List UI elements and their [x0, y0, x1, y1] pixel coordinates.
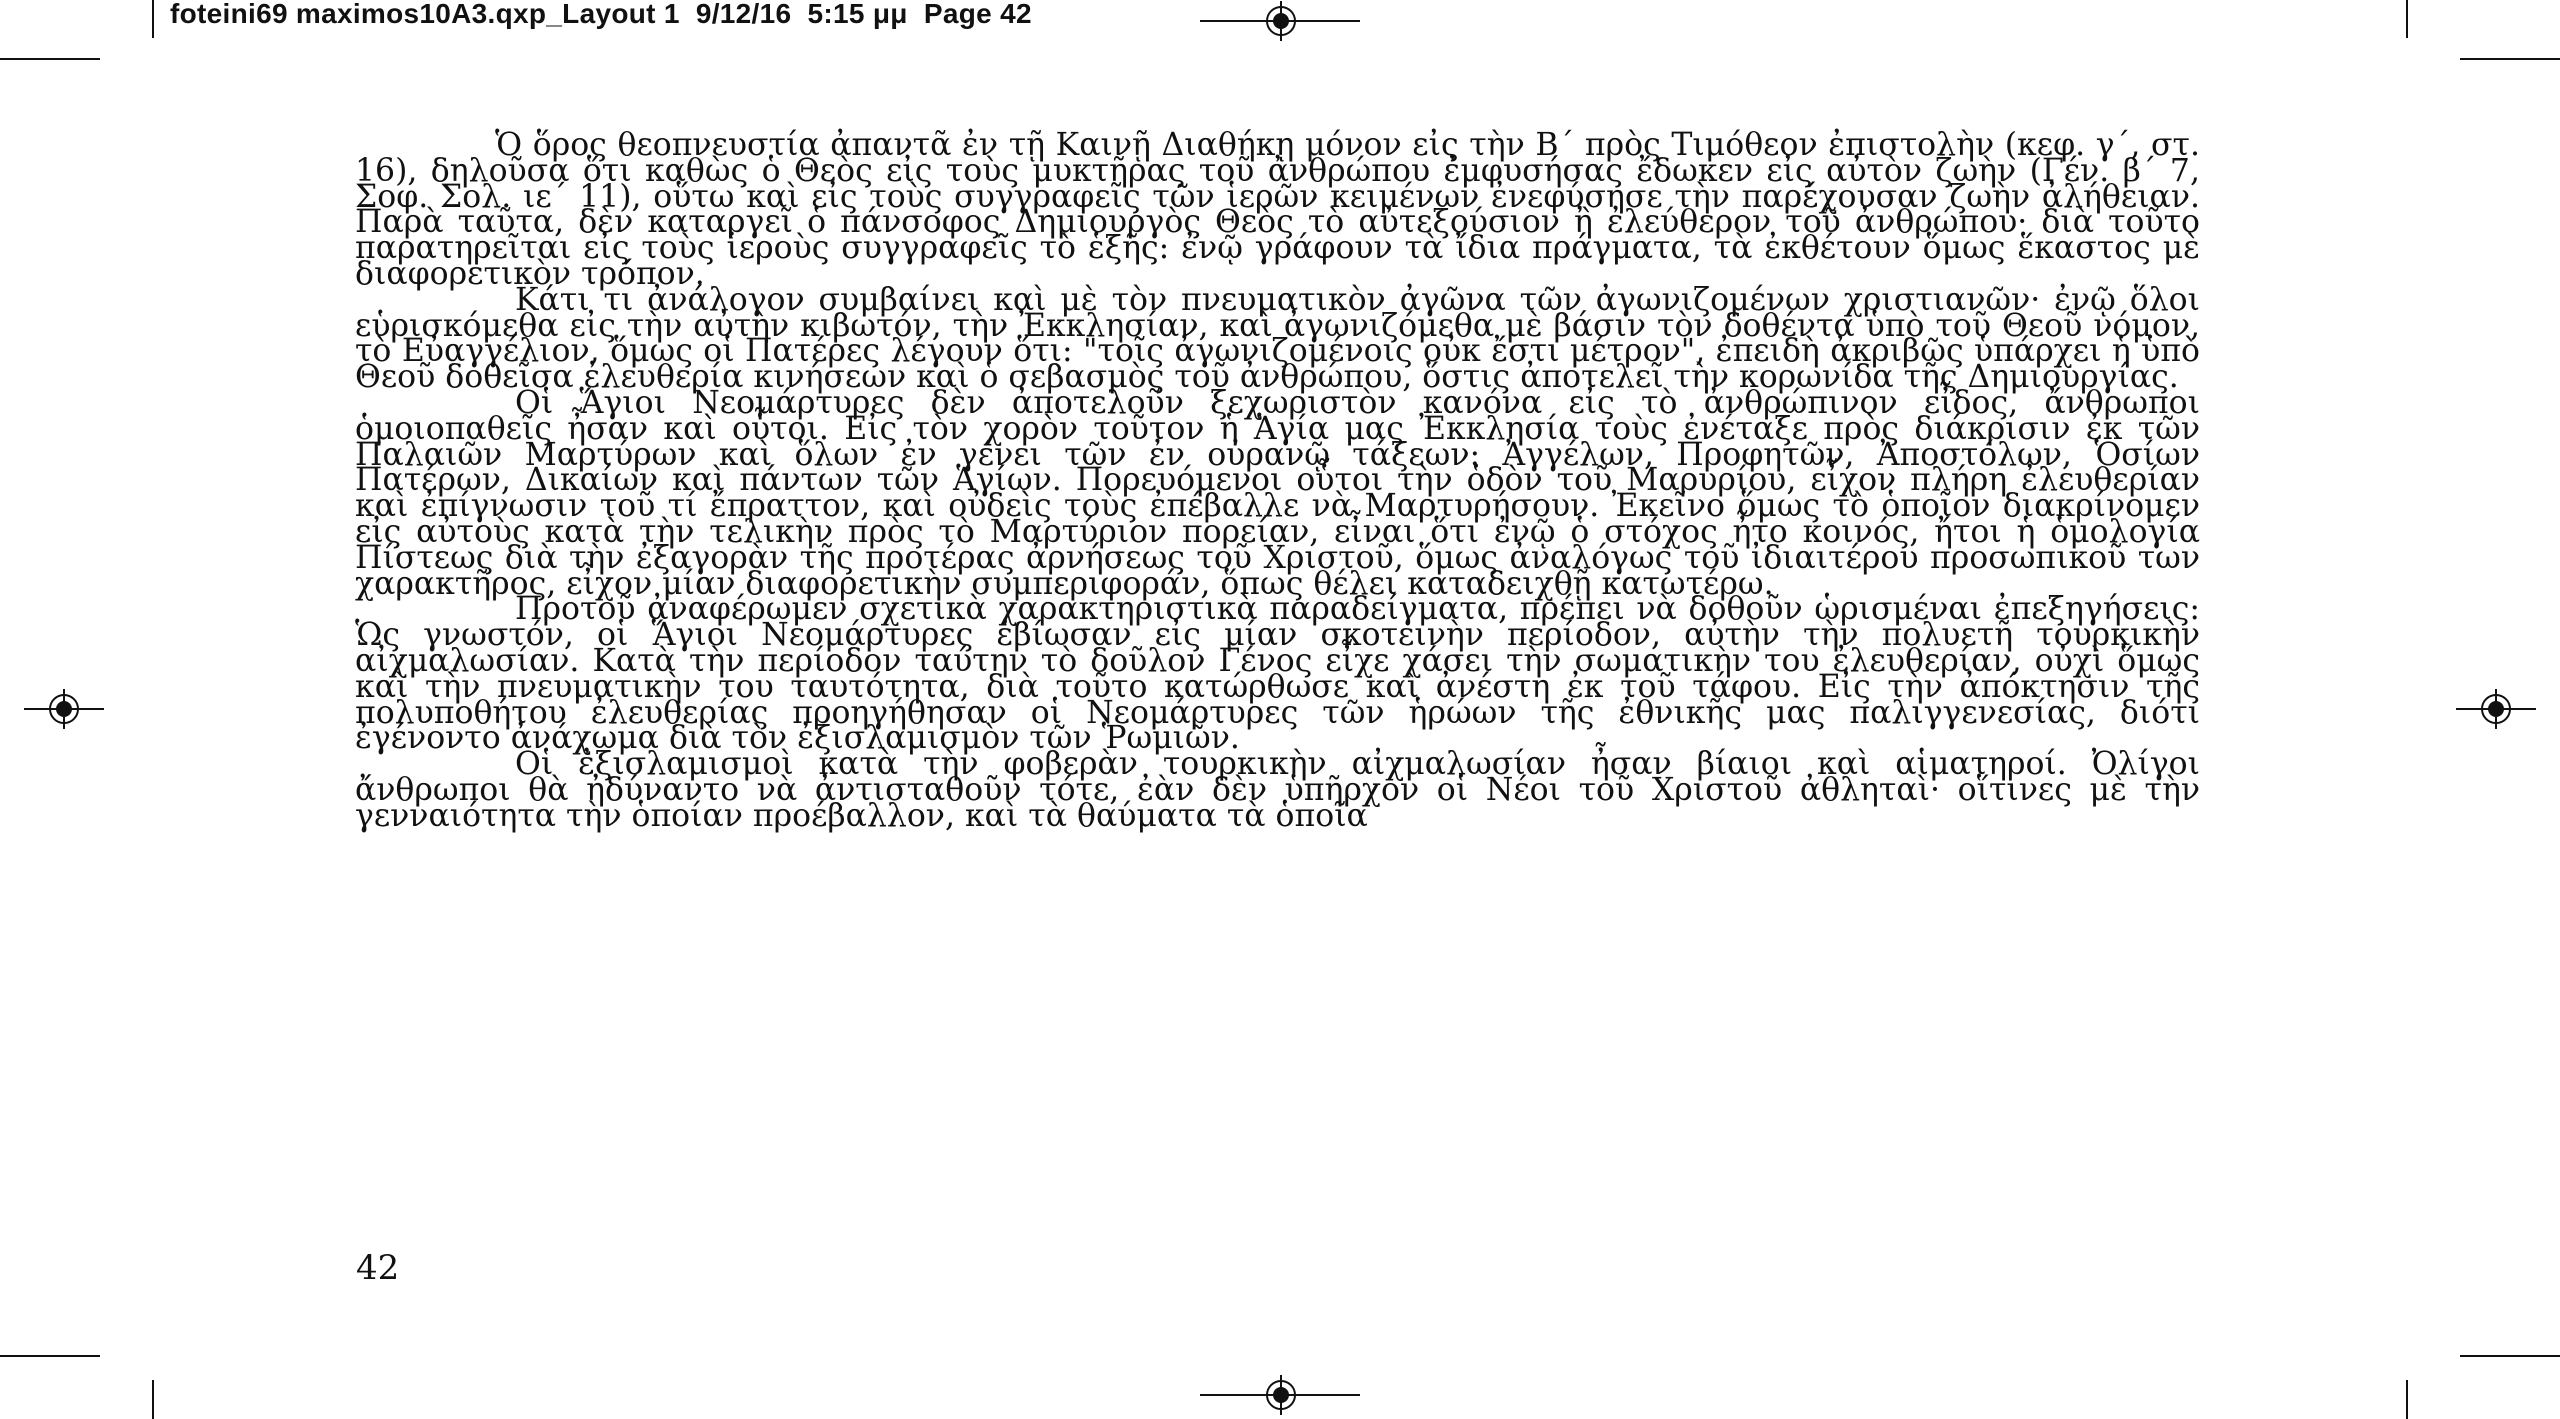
- registration-mark-icon: [44, 689, 84, 729]
- registration-mark-icon: [2476, 689, 2516, 729]
- paragraph: Προτοῦ ἀναφέρωμεν σχετικὰ χαρακτηριστικὰ παραδείγματα, πρέπει νὰ δοθοῦν ὡρισμέναι ἐπεξηγήσεις: Ὡς γνωστόν, οἱ Ἅγιοι Νεομάρτυρες ἐβίωσαν εἰς μίαν σκοτεινὴν περίοδον, αὐτὴν τὴν πολυετῆ τουρκικὴν αἰχμαλωσίαν. Κατὰ τὴν περίοδον ταύτην τὸ δοῦλον Γένος εἶχε χάσει τὴν σωματικὴν του ἐλευθερίαν, οὐχὶ ὅμως καὶ τὴν πνευματικὴν του ταυτότητα, διὰ τοῦτο κατώρθωσε καὶ ἀνέστη ἐκ τοῦ τάφου. Εἰς τὴν ἀπόκτησιν τῆς πολυποθήτου ἐλευθερίας προηγήθησαν οἱ Νεομάρτυρες τῶν ἡρώων τῆς ἐθνικῆς μας παλιγγενεσίας, διότι ἐγένοντο ἀνάχωμα διὰ τὸν ἐξισλαμισμὸν τῶν Ῥωμιῶν.: [355, 591, 2200, 757]
- paragraph: Ὁ ὅρος θεοπνευστία ἀπαντᾶ ἐν τῇ Καινῇ Διαθήκῃ μόνον εἰς τὴν Β΄ πρὸς Τιμόθεον ἐπιστολὴν (κεφ. γ΄, στ. 16), δηλοῦσα ὅτι καθὼς ὁ Θεὸς εἰς τοὺς μυκτῆρας τοῦ ἀνθρώπου ἐμφυσήσας ἔδωκεν εἰς αὐτὸν ζωὴν (Γέν. β΄ 7, Σοφ. Σολ. ιε΄ 11), οὕτω καὶ εἰς τοὺς συγγραφεῖς τῶν ἱερῶν κειμένων ἐνεφύσησε τὴν παρέχουσαν ζωὴν ἀλήθειαν. Παρὰ ταῦτα, δὲν καταργεῖ ὁ πάνσοφος Δημιουργὸς Θεὸς τὸ αὐτεξούσιον ἢ ἐλεύθερον τοῦ ἀνθρώπου· διὰ τοῦτο παρατηρεῖται εἰς τοὺς ἱεροὺς συγγραφεῖς τὸ ἑξῆς: ἐνῷ γράφουν τὰ ἴδια πράγματα, τὰ ἐκθέτουν ὅμως ἕκαστος μὲ διαφορετικὸν τρόπον.: [355, 127, 2200, 292]
- registration-mark-icon: [1261, 1375, 1301, 1415]
- crop-mark-icon: [152, 0, 154, 38]
- paragraph: Οἱ Ἅγιοι Νεομάρτυρες δὲν ἀποτελοῦν ξεχωριστὸν κανόνα εἰς τὸ ἀνθρώπινον εἶδος, ἄνθρωποι ὁμοιοπαθεῖς ἦσαν καὶ οὗτοι. Εἰς τὸν χορὸν τοῦτον ἡ Ἁγία μας Ἐκκλησία τοὺς ἐνέταξε πρὸς διάκρισιν ἐκ τῶν Παλαιῶν Μαρτύρων καὶ ὅλων ἐν γένει τῶν ἐν οὐρανῷ τάξεων: Ἀγγέλων, Προφητῶν, Ἀποστόλων, Ὁσίων Πατέρων, Δικαίων καὶ πάντων τῶν Ἁγίων. Πορευόμενοι οὗτοι τὴν ὁδὸν τοῦ Μαρυρίου, εἶχον πλήρη ἐλευθερίαν καὶ ἐπίγνωσιν τοῦ τί ἔπραττον, καὶ οὐδεὶς τοὺς ἐπέβαλλε νὰ Μαρτυρήσουν. Ἐκεῖνο ὅμως τὸ ὁποῖον διακρίνομεν εἰς αὐτοὺς κατὰ τὴν τελικὴν πρὸς τὸ Μαρτύριον πορείαν, εἶναι ὅτι ἐνῷ ὁ στόχος ἦτο κοινός, ἤτοι ἡ ὁμολογία Πίστεως διὰ τὴν ἐξαγορὰν τῆς προτέρας ἀρνήσεως τοῦ Χριστοῦ, ὅμως ἀναλόγως τοῦ ἰδιαιτέρου προσωπικοῦ των χαρακτῆρος, εἶχον μίαν διαφορετικὴν συμπεριφοράν, ὅπως θέλει καταδειχθῇ κατωτέρω.: [355, 384, 2200, 602]
- crop-mark-icon: [152, 1380, 154, 1419]
- crop-mark-icon: [0, 1355, 100, 1357]
- page-number: 42: [356, 1248, 400, 1288]
- slug-line: foteini69 maximos10A3.qxp_Layout 1 9/12/16 5:15 μμ Page 42: [170, 0, 1032, 29]
- registration-mark-icon: [1261, 1, 1301, 41]
- crop-mark-icon: [0, 58, 100, 60]
- crop-mark-icon: [2460, 58, 2560, 60]
- paragraph: Κάτι τι ἀνάλογον συμβαίνει καὶ μὲ τὸν πνευματικὸν ἀγῶνα τῶν ἀγωνιζομένων χριστιανῶν· ἐνῷ ὅλοι εὑρισκόμεθα εἰς τὴν αὐτὴν κιβωτόν, τὴν Ἐκκλησίαν, καὶ ἀγωνιζόμεθα μὲ βάσιν τὸν δοθέντα ὑπὸ τοῦ Θεοῦ νόμον, τὸ Εὐαγγέλιον, ὅμως οἱ Πατέρες λέγουν ὅτι: "τοῖς ἀγωνιζομένοις οὐκ ἔστι μέτρον", ἐπειδὴ ἀκριβῶς ὑπάρχει ἡ ὑπὸ Θεοῦ δοθεῖσα ἐλευθερία κινήσεων καὶ ὁ σεβασμὸς τοῦ ἀνθρώπου, ὅστις ἀποτελεῖ τὴν κορωνίδα τῆς Δημιουργίας.: [355, 281, 2200, 396]
- body-text: [355, 127, 2200, 834]
- crop-mark-icon: [2406, 0, 2408, 38]
- crop-mark-icon: [2460, 1355, 2560, 1357]
- paragraph: Οἱ ἐξισλαμισμοὶ κατὰ τὴν φοβερὰν τουρκικὴν αἰχμαλωσίαν ἦσαν βίαιοι καὶ αἱματηροί. Ὀλίγοι ἄνθρωποι θὰ ἠδύναντο νὰ ἀντισταθοῦν τότε, ἐὰν δὲν ὑπῆρχον οἱ Νέοι τοῦ Χριστοῦ ἀθληταὶ· οἵτινες μὲ τὴν γενναιότητα τὴν ὁποίαν προέβαλλον, καὶ τὰ θαύματα τὰ ὁποῖα: [355, 746, 2200, 834]
- crop-mark-icon: [2406, 1380, 2408, 1419]
